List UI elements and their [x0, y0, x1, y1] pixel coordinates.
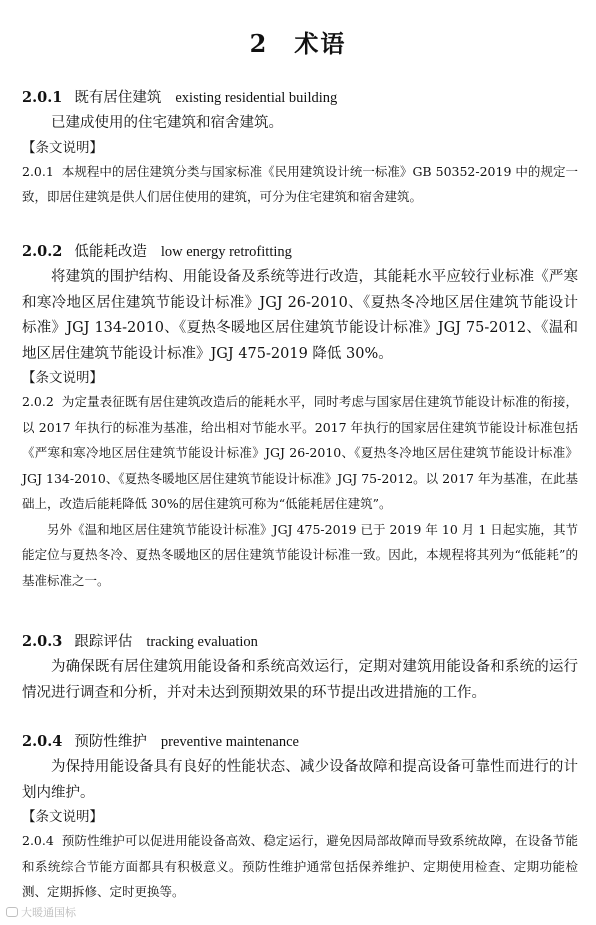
note-body: 为定量表征既有居住建筑改造后的能耗水平，同时考虑与国家居住建筑节能设计标准的衔接，以 2017 年执行的标准为基准，给出相对节能水平。2017 年执行的国家居住建筑节能设计标准包括《严寒和寒冷地区居住建筑节能设计标准》JGJ 26-2010、《夏热冬冷地区居住建筑节能设计标准》JGJ 134-2010、《夏热冬暖地区居住建筑节能设计标准》JGJ 75-2012。以 2017 年为基准，在此基础上，改造后能耗降低 30%的居住建筑可称为“低能耗居住建筑”。 — [22, 394, 578, 511]
term-heading — [22, 88, 578, 108]
term-definition: 为确保既有居住建筑用能设备和系统高效运行，定期对建筑用能设备和系统的运行情况进行调查和分析，并对未达到预期效果的环节提出改进措施的工作。 — [22, 659, 578, 701]
watermark-text: 大暖通国标 — [21, 906, 76, 919]
term-en: low energy retrofitting — [160, 244, 292, 260]
clause-note-tag: 【条文说明】 — [22, 370, 103, 386]
chapter-title — [0, 24, 596, 59]
clause-note — [22, 159, 578, 210]
term-en: preventive maintenance — [160, 734, 299, 750]
term-definition: 已建成使用的住宅建筑和宿舍建筑。 — [51, 115, 283, 131]
note-code: 2.0.1 — [22, 163, 54, 179]
term-cn: 既有居住建筑 — [74, 90, 162, 106]
watermark — [6, 904, 76, 920]
term-cn: 跟踪评估 — [74, 634, 133, 650]
term-heading — [22, 242, 578, 262]
chapter-name: 术语 — [294, 29, 347, 58]
term-cn: 预防性维护 — [74, 734, 147, 750]
clause-note — [22, 389, 578, 517]
clause-note-tag: 【条文说明】 — [22, 139, 103, 156]
term-section-2-0-3 — [22, 632, 578, 706]
note-code: 2.0.2 — [22, 394, 54, 409]
term-heading — [22, 632, 578, 652]
term-cn: 低能耗改造 — [74, 244, 147, 260]
term-section-2-0-1 — [22, 88, 578, 210]
term-definition: 将建筑的围护结构、用能设备及系统等进行改造，其能耗水平应较行业标准《严寒和寒冷地区居住建筑节能设计标准》JGJ 26-2010、《夏热冬冷地区居住建筑节能设计标准》JGJ 134-2010、《夏热冬暖地区居住建筑节能设计标准》JGJ 75-2012、《温和地区居住建筑节能设计标准》JGJ 475-2019 降低 30%。 — [22, 269, 578, 362]
clause-note-tag: 【条文说明】 — [22, 809, 103, 825]
clause-note-continued: 另外《温和地区居住建筑节能设计标准》JGJ 475-2019 已于 2019 年 10 月 1 日起实施，其节能定位与夏热冬冷、夏热冬暖地区的居住建筑节能设计标准一致。因此，本规程将其列为“低能耗”的基准标准之一。 — [22, 521, 578, 588]
note-body: 本规程中的居住建筑分类与国家标准《民用建筑设计统一标准》GB 50352-2019 中的规定一致，即居住建筑是供人们居住使用的建筑，可分为住宅建筑和宿舍建筑。 — [22, 163, 578, 204]
term-code: 2.0.3 — [22, 633, 63, 650]
note-body: 预防性维护可以促进用能设备高效、稳定运行，避免因局部故障而导致系统故障，在设备节能和系统综合节能方面都具有积极意义。预防性维护通常包括保养维护、定期使用检查、定期功能检测、定期拆修、定时更换等。 — [22, 833, 578, 899]
term-code: 2.0.2 — [22, 243, 63, 260]
clause-note — [22, 828, 578, 905]
term-en: tracking evaluation — [146, 634, 258, 650]
chapter-number: 2 — [249, 29, 269, 58]
note-code: 2.0.4 — [22, 833, 54, 848]
term-definition: 为保持用能设备具有良好的性能状态、减少设备故障和提高设备可靠性而进行的计划内维护。 — [22, 759, 578, 801]
term-heading — [22, 732, 578, 752]
term-code: 2.0.1 — [22, 89, 63, 106]
term-code: 2.0.4 — [22, 733, 63, 750]
term-section-2-0-4 — [22, 732, 578, 905]
term-en: existing residential building — [175, 90, 338, 106]
term-section-2-0-2 — [22, 242, 578, 593]
watermark-logo-icon — [6, 907, 18, 917]
